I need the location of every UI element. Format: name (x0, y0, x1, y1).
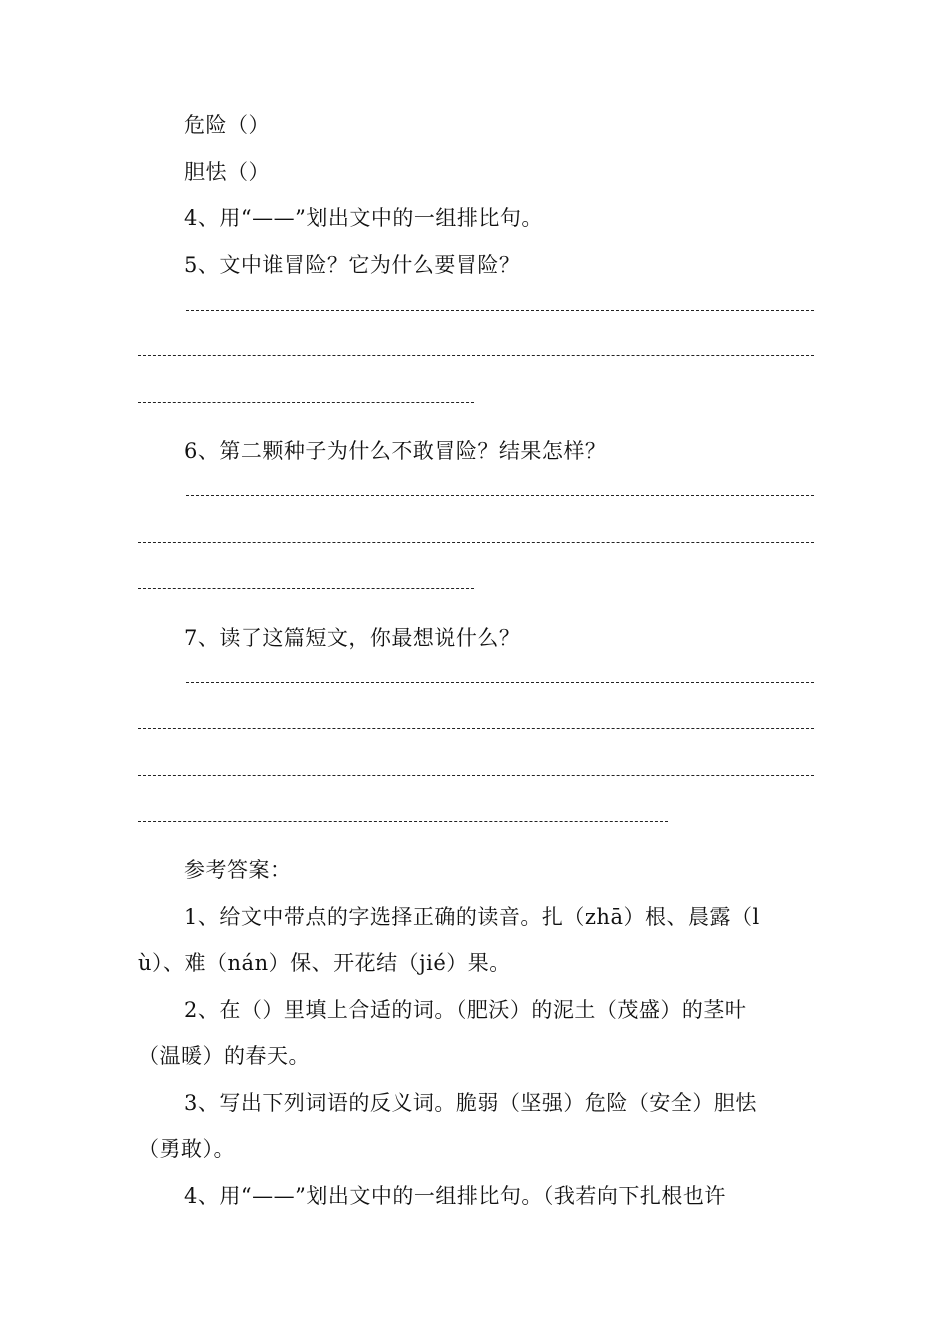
answer-blank-line (138, 588, 474, 589)
answer-blank-line (138, 402, 474, 403)
answer-3-continued: （勇敢）。 (138, 1137, 235, 1161)
text-line: 胆怯（） (184, 160, 270, 184)
answer-blank-line (138, 542, 814, 543)
answer-2-continued: （温暖）的春天。 (138, 1044, 310, 1068)
answer-key-heading: 参考答案： (184, 858, 292, 882)
answer-blank-line (138, 821, 668, 822)
answer-1: 1、给文中带点的字选择正确的读音。扎（zhā）根、晨露（l (184, 905, 760, 929)
question-4: 4、用“——”划出文中的一组排比句。 (184, 206, 543, 230)
answer-blank-line (186, 310, 814, 311)
answer-1-continued: ù）、难（nán）保、开花结（jié）果。 (138, 951, 511, 975)
answer-4: 4、用“——”划出文中的一组排比句。（我若向下扎根也许 (184, 1184, 726, 1208)
answer-2: 2、在（）里填上合适的词。（肥沃）的泥土（茂盛）的茎叶 (184, 998, 747, 1022)
answer-blank-line (186, 495, 814, 496)
text-line: 危险（） (184, 113, 270, 137)
answer-blank-line (186, 682, 814, 683)
question-6: 6、第二颗种子为什么不敢冒险？结果怎样？ (184, 439, 607, 463)
question-5: 5、文中谁冒险？它为什么要冒险？ (184, 253, 521, 277)
answer-blank-line (138, 728, 814, 729)
answer-3: 3、写出下列词语的反义词。脆弱（坚强）危险（安全）胆怯 (184, 1091, 757, 1115)
question-7: 7、读了这篇短文，你最想说什么？ (184, 626, 521, 650)
answer-blank-line (138, 775, 814, 776)
answer-blank-line (138, 355, 814, 356)
